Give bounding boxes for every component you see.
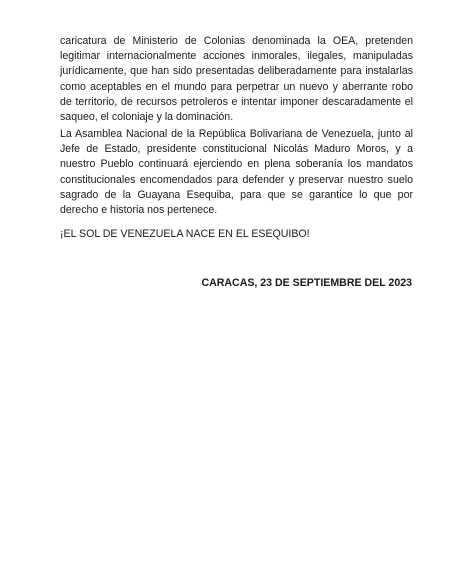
place-date-signature: CARACAS, 23 DE SEPTIEMBRE DEL 2023 <box>201 277 412 289</box>
slogan-text: ¡EL SOL DE VENEZUELA NACE EN EL ESEQUIBO! <box>60 228 310 240</box>
body-paragraph-1: caricatura de Ministerio de Colonias denominada la OEA, pretenden legitimar internacionalmente acciones inmorales, ilegales, manipuladas jurídicamente, que han sido presentadas deliberadamente para instalarlas como aceptables en el mundo para perpetrar un nuevo y aberrante robo de territorio, de recursos petroleros e intentar imponer descaradamente el saqueo, el coloniaje y la dominación. <box>60 35 413 124</box>
body-paragraph-2: La Asamblea Nacional de la República Bolivariana de Venezuela, junto al Jefe de Estado, presidente constitucional Nicolás Maduro Moros, y a nuestro Pueblo continuará ejerciendo en plena soberanía los mandatos constitucionales encomendados para defender y preservar nuestro suelo sagrado de la Guayana Esequiba, para que se garantice lo que por derecho e historia nos pertenece. <box>60 128 413 217</box>
